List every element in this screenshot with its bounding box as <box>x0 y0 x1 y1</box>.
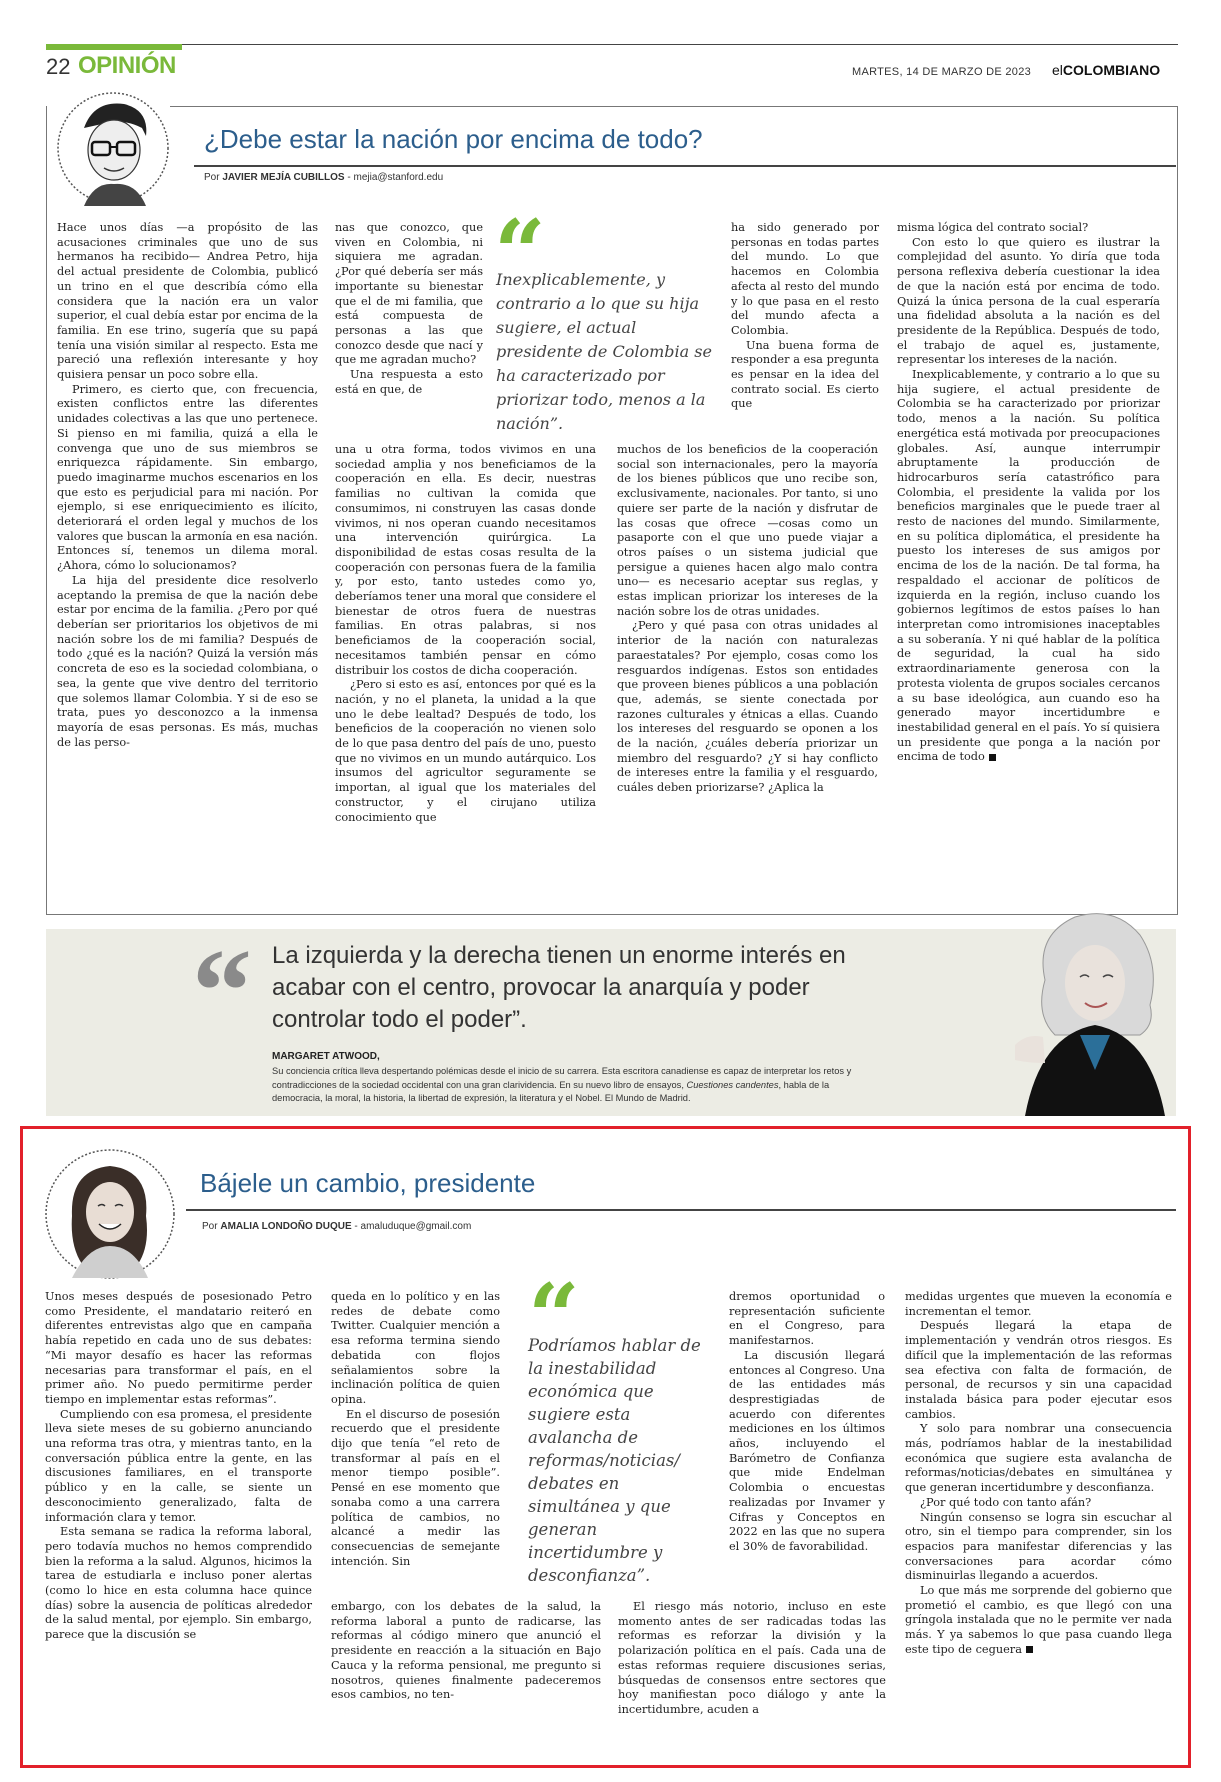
article2-column-4 <box>905 1290 1172 1658</box>
quote-box-author: MARGARET ATWOOD, <box>272 1051 380 1062</box>
paragraph: una u otra forma, todos vivimos en una sociedad amplia y nos beneficiamos de la cooperación en ella. Es decir, nuestras familias no cultivan la comida que consumimos, ni construyen las casas donde vivimos, ni nos operan cuando necesitamos una intervención quirúrgica. La disponibilidad de estas cosas resulta de la cooperación con personas fuera de la familia y, por esto, tanto ustedes como yo, deberíamos tener una moral que considere el bienestar de otros fuera de nuestras familias. En otras palabras, si nos beneficiamos de la cooperación social, necesitamos también pensar en cómo distribuir los costos de dicha cooperación. <box>335 443 596 677</box>
byline-prefix: Por <box>202 1221 218 1232</box>
byline-prefix: Por <box>204 172 220 183</box>
article1-column-1 <box>57 221 318 750</box>
brand-logo <box>1052 62 1160 78</box>
article2-column-2-top <box>331 1290 500 1569</box>
paragraph: Después llegará la etapa de implementación y vendrán otros riesgos. Es difícil que la implementación de las reformas sea efectiva con falta de formación, de personal, de recursos y sin una capacidad instalada básica para poder ejecutar esos cambios. <box>905 1319 1172 1421</box>
paragraph-text: Lo que más me sorprende del gobierno que prometió el cambio, es que llegó con una gríngola instalada que no le permite ver nada más. Y ya sabemos lo que pasa cuando llega este tipo de ceguera <box>905 1584 1172 1656</box>
paragraph: misma lógica del contrato social? <box>897 221 1089 234</box>
paragraph: Cumpliendo con esa promesa, el presidente lleva siete meses de su gobierno anunciando una reforma tras otra, y mientras tanto, en la conversación pública entre la gente, en las discusiones familiares, en el transporte público y en la calle, se siente un desconocimiento generalizado, falta de información clara y temor. <box>45 1407 312 1524</box>
issue-date: MARTES, 14 DE MARZO DE 2023 <box>852 66 1032 78</box>
bio-end: , habla de la democracia, la moral, la historia, la libertad de expresión, la literatura y el Nobel. El Mundo de Madrid. <box>272 1079 830 1103</box>
bio-text: Su conciencia crítica lleva despertando polémicas desde el inicio de su carrera. Esta escritora canadiense es capaz de interpretar los retos y contradicciones de la sociedad occidental con una gran clarividencia. En su nuevo libro de ensayos, <box>272 1066 852 1090</box>
quote-mark-icon: “ <box>494 200 546 306</box>
paragraph <box>897 368 1160 765</box>
quote-box-mark-icon: “ <box>192 924 252 1057</box>
article1-column-4 <box>897 221 1160 765</box>
article2-column-2-body <box>331 1600 601 1703</box>
quote-box-text: La izquierda y la derecha tienen un enorme interés en acabar con el centro, provocar la anarquía y poder controlar todo el poder”. <box>272 942 846 1033</box>
paragraph: Ningún consenso se logra sin escuchar al otro, sin el tiempo para comprender, sin los espacios para manifestar diferencias y las conversaciones para acordar cómo disminuirlas llegando a acuerdos. <box>905 1510 1172 1583</box>
paragraph: ¿Por qué todo con tanto afán? <box>920 1495 1092 1509</box>
paragraph: Esta semana se radica la reforma laboral, pero todavía muchos no hemos comprendido bien la reforma a la salud. Algunos, hicimos la tarea de estudiarla e incluso poner alertas (como lo hice en esta columna hace quince días) sobre la ausencia de políticas alrededor de la salud mental, por ejemplo. Sin embargo, parece que la discusión se <box>45 1525 312 1642</box>
author1-avatar <box>54 88 172 208</box>
paragraph: muchos de los beneficios de la cooperación social son internacionales, pero la mayoría de los bienes públicos que uno recibe son, exclusivamente, nacionales. Por tanto, si uno quiere ser parte de la nación y disfrutar de las cosas que ofrece —cosas como un pasaporte con el que uno puede viajar a otros países o un sistema judicial que persigue a quienes hacen algo malo contra uno— es necesario aceptar sus reglas, y estas implican priorizar los intereses de la nación sobre los de otras unidades. <box>617 443 878 618</box>
paragraph: dremos oportunidad o representación suficiente en el Congreso, para manifestarnos. <box>729 1290 885 1348</box>
paragraph: queda en lo político y en las redes de debate como Twitter. Cualquier mención a esa reforma termina siendo debatida con flojos señalamientos sobre la inclinación política de quien opina. <box>331 1290 500 1406</box>
paragraph: embargo, con los debates de la salud, la reforma laboral a punto de radicarse, las reformas al código minero que anunció el presidente en reacción a la situación en Bajo Cauca y la reforma pensional, me pregunto si nosotros, quienes finalmente padeceremos esos cambios, no ten- <box>331 1600 601 1702</box>
paragraph: Y solo para nombrar una consecuencia más, podríamos hablar de la inestabilidad económica que sugiere esta avalancha de reformas/noticias/debates en simultánea y que generan incertidumbre y desconfianza. <box>905 1422 1172 1495</box>
paragraph: ¿Pero y qué pasa con otras unidades al interior de la nación con naturalezas paraestatales? Por ejemplo, cosas como los resguardos indígenas. Estos son entidades que proveen bienes públicos a una población que, además, se siente conectada por razones culturales y étnicas a ellas. Cuando los intereses del resguardo se oponen a los de la nación, ¿cuáles debería priorizar un miembro del resguardo? ¿Y si hay conflicto de intereses entre la familia y el resguardo, cuáles deben priorizarse? ¿Aplica la <box>617 619 878 795</box>
article1-column-3-body <box>617 443 878 796</box>
end-mark-icon <box>989 754 996 761</box>
article1-byline: Por JAVIER MEJÍA CUBILLOS - mejia@stanford.edu <box>204 172 444 183</box>
header-accent-bar <box>46 44 182 50</box>
paragraph: Unos meses después de posesionado Petro como Presidente, el mandatario reiteró en diferentes entrevistas algo que en campaña había repetido en cada uno de sus debates: “Mi mayor desafío es hacer las reformas necesarias para transformar el país, en el primer año. No puedo permitirme perder tiempo en implementar estas reformas”. <box>45 1290 312 1406</box>
article1-title-rule <box>194 165 1176 167</box>
paragraph: Una buena forma de responder a esa pregunta es pensar en la idea del contrato social. Es cierto que <box>731 338 879 411</box>
margaret-atwood-photo <box>1015 895 1176 1116</box>
author2-email[interactable]: amaluduque@gmail.com <box>360 1221 472 1232</box>
paragraph: ¿Pero si esto es así, entonces por qué es la nación, y no el planeta, la unidad a la que uno le debe lealtad? Después de todo, los beneficios de la cooperación no vienen solo de lo que pasa dentro del país de uno, puesto que no vivimos en un mundo autárquico. Los insumos del agricultor seguramente se importan, al igual que los materiales del constructor, y el cirujano utiliza conocimiento que <box>335 678 596 824</box>
paragraph: La discusión llegará entonces al Congreso. Una de las entidades más desprestigiadas de acuerdo con diferentes mediciones en los últimos años, incluyendo el Barómetro de Confianza que mide Endelman Colombia o encuestas realizadas por Invamer y Cifras y Conceptos en 2022 en las que no supera el 30% de favorabilidad. <box>729 1348 885 1553</box>
article1-column-2-top <box>335 221 483 397</box>
quote-mark-icon: “ <box>528 1264 580 1370</box>
paragraph <box>905 1584 1172 1658</box>
article1-column-2-body <box>335 443 596 825</box>
article1-column-3-top <box>731 221 879 412</box>
brand-name: COLOMBIANO <box>1062 62 1161 78</box>
page-number: 22 <box>46 54 71 79</box>
paragraph: Primero, es cierto que, con frecuencia, existen conflictos entre las diferentes unidades colectivas a las que uno pertenece. Si pienso en mi familia, quizá a ella le convenga que uno de sus miembros se enriquezca rápidamente. Sin embargo, puedo imaginarme muchos escenarios en los que esto es perjudicial para mi nación. Por ejemplo, si ese enriquecimiento es ilícito, deteriorará el orden legal y muchos de los valores que buscan la armonía en esa nación. Entonces sí, tenemos un dilema moral. ¿Ahora, cómo lo solucionamos? <box>57 382 318 573</box>
paragraph: nas que conozco, que viven en Colombia, ni siquiera me agradan. ¿Por qué debería ser más importante su bienestar que el de mi familia, que está compuesta de personas a las que conozco desde que nací y que me agradan mucho? <box>335 221 483 367</box>
section-title: OPINIÓN <box>78 52 176 79</box>
paragraph: Con esto lo que quiero es ilustrar la complejidad del asunto. Yo diría que toda persona reflexiva debería cuestionar la idea de que la nación está por encima de todo. Quizá la única persona de la cual esperaría una fidelidad absoluta a la nación es del presidente de la República. Después de todo, el trabajo de aquel es, justamente, representar los intereses de la nación. <box>897 235 1160 367</box>
paragraph: ha sido generado por personas en todas partes del mundo. Lo que hacemos en Colombia afecta al resto del mundo y lo que pasa en el resto del mundo afecta a Colombia. <box>731 221 879 337</box>
header-top-rule <box>46 44 1178 45</box>
author2-name: AMALIA LONDOÑO DUQUE <box>220 1221 352 1232</box>
article2-byline: Por AMALIA LONDOÑO DUQUE - amaluduque@gmail.com <box>202 1221 472 1232</box>
paragraph: En el discurso de posesión recuerdo que el presidente dijo que tenía “el reto de transformar al país en el menor tiempo posible”. Pensé en ese momento que sonaba como a una carrera política de cambios, no alcancé a medir las consecuencias de semejante intención. Sin <box>331 1407 500 1568</box>
book-title: Cuestiones candentes <box>686 1079 779 1090</box>
paragraph: Hace unos días —a propósito de las acusaciones criminales que uno de sus hermanos ha recibido— Andrea Petro, hija del actual presidente de Colombia, publicó un trino en el que describía cómo ella considera que la nación era un valor superior, el cual debía estar por encima de la familia. En ese trino, sugería que su papá tenía una visión similar al respecto. Esta me pareció una reflexión interesante y hoy quisiera pensar un poco sobre ella. <box>57 221 318 382</box>
quote-box-bio <box>272 1065 878 1106</box>
paragraph: El riesgo más notorio, incluso en este momento antes de ser radicadas todas las reformas es reforzar la división y la polarización política en el país. Cada una de estas reformas requiere discusiones serias, búsquedas de consensos entre sectores que hoy manifiestan poco diálogo y ante la incertidumbre, acuden a <box>618 1600 886 1716</box>
article1-pull-quote: Inexplicablemente, y contrario a lo que su hija sugiere, el actual presidente de Colombia se ha caracterizado por priorizar todo, menos a la nación”. <box>496 270 712 433</box>
article2-title: Bájele un cambio, presidente <box>200 1168 536 1198</box>
end-mark-icon <box>1026 1646 1033 1653</box>
article2-column-3-body <box>618 1600 886 1718</box>
paragraph: La hija del presidente dice resolverlo aceptando la premisa de que la nación debe estar por encima de la familia. ¿Pero por qué deberían ser prioritarios los objetivos de mi nación sobre los de mi familia? Después de todo ¿qué es la nación? Quizá la versión más concreta de eso es la sociedad colombiana, o sea, la gente que vive dentro del territorio que solemos llamar Colombia. Y si de eso se trata, pues yo desconozco a la inmensa mayoría de esas personas. Es más, muchas de las perso- <box>57 573 318 749</box>
paragraph-text: Inexplicablemente, y contrario a lo que su hija sugiere, el actual presidente de Colombia se ha caracterizado por priorizar todo, menos a la nación. Su política energética está motivada por preocupaciones globales. Así, aunque interrumpir abruptamente la producción de hidrocarburos sería catastrófico para Colombia, el presidente la valida por los beneficios marginales que le puede traer al resto de naciones del mundo. Similarmente, en su política diplomática, el presidente ha puesto los intereses de sus amigos por encima de los de la nación. De tal forma, ha respaldado el accionar de políticos de izquierda en la región, incluso cuando los gobiernos legítimos de estos países lo han interpretan como intromisiones inaceptables a su soberanía. Y ni qué hablar de la política de seguridad, la cual ha sido extraordinariamente generosa con la protesta violenta de grupos sociales cercanos a su base ideológica, aun cuando eso ha generado mayor incertidumbre e inestabilidad general en el país. Yo sí quisiera un presidente que ponga a la nación por encima de todo <box>897 368 1160 764</box>
article2-pull-quote: Podríamos hablar de la inestabilidad económica que sugiere esta avalancha de reformas/noticias/ debates en simultánea y que generan incertidumbre y desconfianza”. <box>528 1336 701 1585</box>
article2-title-rule <box>186 1209 1176 1211</box>
paragraph: medidas urgentes que mueven la economía e incrementan el temor. <box>905 1290 1172 1318</box>
author1-name: JAVIER MEJÍA CUBILLOS <box>222 172 345 183</box>
paragraph: Una respuesta a esto está en que, de <box>335 368 483 396</box>
article2-column-3-top <box>729 1290 885 1555</box>
article1-title: ¿Debe estar la nación por encima de todo? <box>204 124 703 154</box>
author2-avatar <box>42 1146 178 1282</box>
brand-prefix: el <box>1052 62 1063 78</box>
article1-frame-top <box>170 106 1177 107</box>
article2-column-1 <box>45 1290 312 1643</box>
author1-email[interactable]: mejia@stanford.edu <box>353 172 444 183</box>
